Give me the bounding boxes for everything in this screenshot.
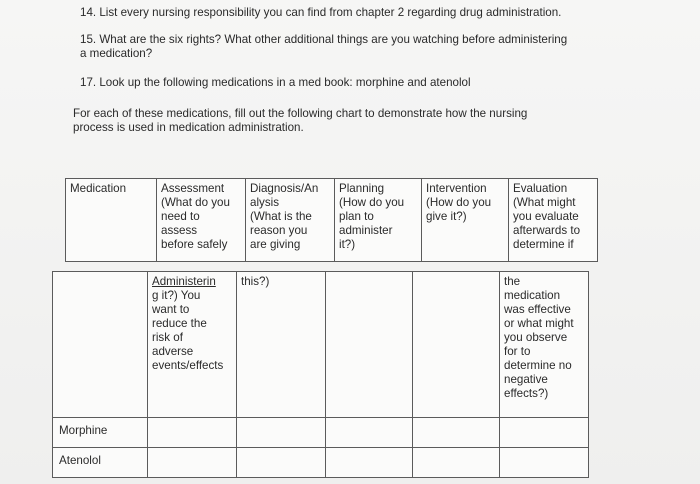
continued-diagnosis: this?) <box>237 272 326 418</box>
header-medication: Medication <box>66 179 157 262</box>
atenolol-evaluation-cell[interactable] <box>500 448 589 478</box>
nursing-process-chart-header <box>65 178 598 262</box>
morphine-intervention-cell[interactable] <box>413 418 500 448</box>
row-atenolol <box>53 448 589 478</box>
header-intervention: Intervention (How do you give it?) <box>422 179 509 262</box>
continued-evaluation: the medication was effective or what might you observe for to determine no negative effects?) <box>500 272 589 418</box>
header-planning: Planning (How do you plan to administer it?) <box>335 179 422 262</box>
row-morphine <box>53 418 589 448</box>
continued-medication-cell <box>53 272 148 418</box>
header-assessment: Assessment (What do you need to assess before safely <box>157 179 246 262</box>
chart-instructions <box>73 107 573 135</box>
atenolol-intervention-cell[interactable] <box>413 448 500 478</box>
continued-planning <box>326 272 413 418</box>
morphine-assessment-cell[interactable] <box>148 418 237 448</box>
nursing-process-chart-body <box>52 271 589 478</box>
atenolol-diagnosis-cell[interactable] <box>237 448 326 478</box>
instructions-line-2: process is used in medication administration. <box>73 121 304 134</box>
atenolol-assessment-cell[interactable] <box>148 448 237 478</box>
question-15-line-2: a medication? <box>80 47 153 60</box>
morphine-diagnosis-cell[interactable] <box>237 418 326 448</box>
morphine-planning-cell[interactable] <box>326 418 413 448</box>
continued-assessment: Administerin g it?) You want to reduce the risk of adverse events/effects <box>148 272 237 418</box>
question-14: 14. List every nursing responsibility you can find from chapter 2 regarding drug administration. <box>80 6 562 19</box>
header-evaluation: Evaluation (What might you evaluate afterwards to determine if <box>509 179 598 262</box>
header-diagnosis: Diagnosis/An alysis (What is the reason you are giving <box>246 179 335 262</box>
instructions-line-1: For each of these medications, fill out the following chart to demonstrate how the nursing <box>73 107 528 120</box>
row-label-atenolol: Atenolol <box>53 448 148 478</box>
row-label-morphine: Morphine <box>53 418 148 448</box>
atenolol-planning-cell[interactable] <box>326 448 413 478</box>
morphine-evaluation-cell[interactable] <box>500 418 589 448</box>
question-17: 17. Look up the following medications in a med book: morphine and atenolol <box>80 76 471 89</box>
continued-intervention <box>413 272 500 418</box>
question-15-line-1: 15. What are the six rights? What other additional things are you watching before administering <box>80 33 568 46</box>
question-15 <box>80 33 600 61</box>
